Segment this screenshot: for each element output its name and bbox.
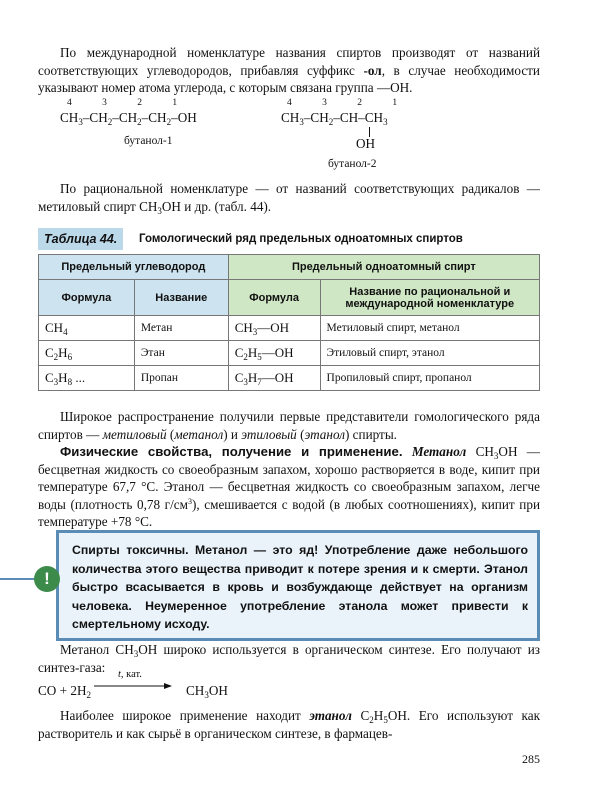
table-caption-title: Гомологический ряд предельных одноатомных спиртов bbox=[139, 233, 463, 245]
table-row bbox=[39, 366, 540, 391]
synthesis-paragraph: Метанол $CH_3OH$ широко используется в органическом синтезе. Его получают из синтез-газа: bbox=[38, 642, 540, 675]
spread-paragraph: Широкое распространение получили первые представители гомологического ряда спиртов — метиловый (метанол) и этиловый (этанол) спирты. bbox=[38, 409, 540, 442]
exclamation-icon: ! bbox=[34, 566, 60, 592]
alcohol-formula: $C_3H_7—OH$ bbox=[228, 366, 320, 391]
col-formula-alcohol: Формула bbox=[228, 280, 320, 316]
suffix-ol: -ол bbox=[363, 62, 382, 78]
alcohol-name: Метиловый спирт, метанол bbox=[320, 316, 539, 341]
hydrocarbon-name: Метан bbox=[134, 316, 228, 341]
alcohol-formula: $C_2H_5—OH$ bbox=[228, 341, 320, 366]
header-hydrocarbon: Предельный углеводород bbox=[39, 255, 229, 280]
table-caption-label: Таблица 44. bbox=[38, 228, 123, 250]
intro-paragraph: По международной номенклатуре названия спиртов производят от названий соответствующих углеводородов, прибавляя суффикс -ол, в случае необходимости указывают номер атома углерода, с которым связана группа —OH. bbox=[38, 45, 540, 95]
alcohol-name: Этиловый спирт, этанол bbox=[320, 341, 539, 366]
hydrocarbon-formula: $C_2H_6$ bbox=[39, 341, 135, 366]
synthesis-equation-left: CO + $2H_2$ bbox=[38, 683, 91, 700]
butanol2-oh: OH bbox=[356, 136, 376, 151]
table-caption bbox=[38, 228, 540, 250]
table-subheader-row bbox=[39, 280, 540, 316]
hydrocarbon-formula: $C_3H_8$ ... bbox=[39, 366, 135, 391]
homolog-table bbox=[38, 254, 540, 391]
header-alcohol: Предельный одноатомный спирт bbox=[228, 255, 539, 280]
physical-properties-paragraph: Физические свойства, получение и применение. Метанол $CH_3OH$ — бесцветная жидкость со своеобразным запахом, хорошо растворяется в воде, кипит при температуре 67,7 °С. Этанол — бесцветная жидкость со своеобразным запахом, легче воды (плотность 0,78 $г/см^3$), смешивается с водой (в любых соотношениях), кипит при температуре +78 °С. bbox=[38, 444, 541, 529]
butanol2-label: бутанол-2 bbox=[328, 158, 377, 170]
hydrocarbon-name: Пропан bbox=[134, 366, 228, 391]
alcohol-formula: $CH_3—OH$ bbox=[228, 316, 320, 341]
butanol2-formula: $CH_3-CH_2-CH-CH_3$ bbox=[281, 110, 388, 127]
table-row bbox=[39, 341, 540, 366]
col-name-alcohol: Название по рациональной и международной номенклатуре bbox=[320, 280, 539, 316]
ethanol-paragraph: Наиболее широкое применение находит этанол $C_2H_5OH$. Его используют как растворитель и как сырьё в органическом синтезе, в фармацев- bbox=[38, 708, 541, 741]
alcohol-name: Пропиловый спирт, пропанол bbox=[320, 366, 539, 391]
page-number: 285 bbox=[522, 752, 540, 766]
butanol1-formula: $CH_3-CH_2-CH_2-CH_2-OH$ bbox=[60, 110, 197, 127]
warning-box bbox=[56, 530, 540, 641]
butanol1-atom-numbers: 4 3 2 1 bbox=[67, 98, 178, 108]
synthesis-equation-right: $CH_3OH$ bbox=[186, 683, 228, 700]
butanol2-atom-numbers: 4 3 2 1 bbox=[287, 98, 398, 108]
hydrocarbon-name: Этан bbox=[134, 341, 228, 366]
reaction-arrow-icon bbox=[94, 682, 172, 690]
col-formula: Формула bbox=[39, 280, 135, 316]
section-heading: Физические свойства, получение и применение. bbox=[60, 444, 403, 459]
col-name: Название bbox=[134, 280, 228, 316]
arrow-label: t, кат. bbox=[118, 669, 142, 680]
table-row bbox=[39, 316, 540, 341]
table-header-row bbox=[39, 255, 540, 280]
warning-text: Спирты токсичны. Метанол — это яд! Употребление даже небольшого количества этого вещества приводит к потере зрения и к смерти. Этанол быстро всасывается в кровь и возбуждающе действует на организм человека. Неумеренное употребление этанола может привести к смертельному исходу. bbox=[72, 543, 528, 631]
rational-paragraph: По рациональной номенклатуре — от названий соответствующих радикалов — метиловый спирт $CH_3OH$ и др. (табл. 44). bbox=[38, 181, 540, 216]
hydrocarbon-formula: $CH_4$ bbox=[39, 316, 135, 341]
butanol1-label: бутанол-1 bbox=[124, 135, 173, 147]
